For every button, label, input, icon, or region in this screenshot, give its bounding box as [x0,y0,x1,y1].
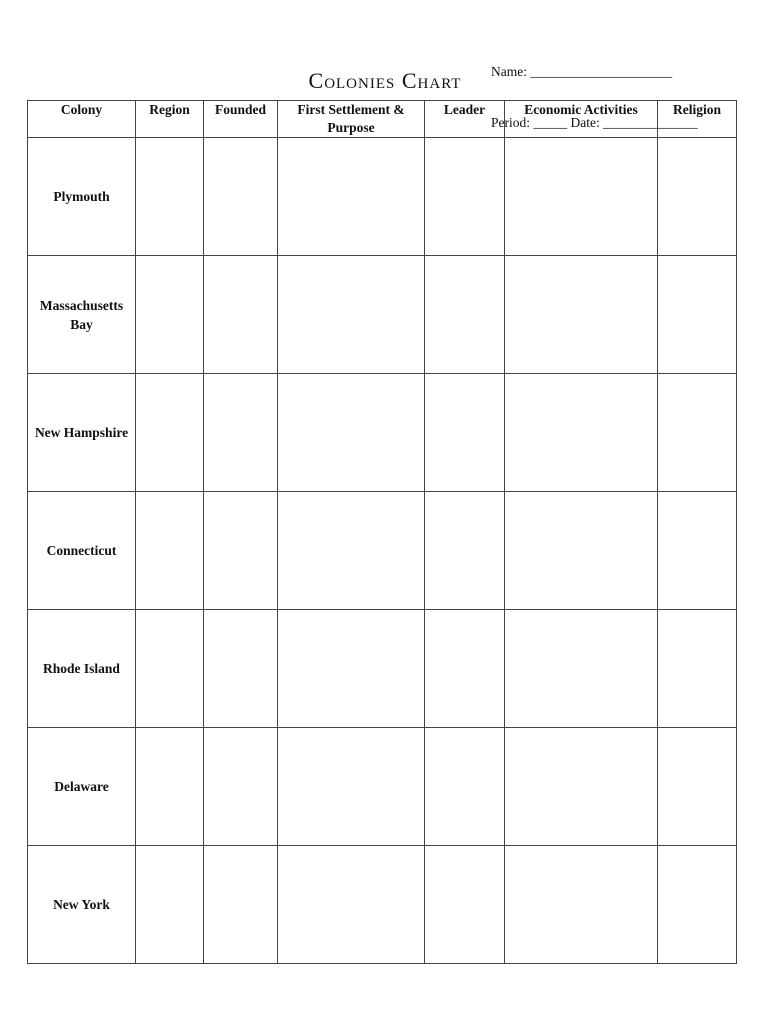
column-header-first-settlement: First Settlement & Purpose [278,101,425,138]
region-cell[interactable] [136,492,204,610]
colony-name-cell: Plymouth [28,138,136,256]
economic-activities-cell[interactable] [505,374,658,492]
leader-cell[interactable] [425,256,505,374]
name-field-line[interactable]: Name: _____________________ [491,64,673,79]
founded-cell[interactable] [204,492,278,610]
religion-cell[interactable] [658,492,737,610]
colony-name-cell: Connecticut [28,492,136,610]
column-header-leader: Leader [425,101,505,138]
economic-activities-cell[interactable] [505,610,658,728]
region-cell[interactable] [136,138,204,256]
first-settlement-cell[interactable] [278,610,425,728]
colony-name-cell: New York [28,846,136,964]
first-settlement-cell[interactable] [278,728,425,846]
column-header-religion: Religion [658,101,737,138]
leader-cell[interactable] [425,374,505,492]
religion-cell[interactable] [658,138,737,256]
table-row [28,610,737,728]
first-settlement-cell[interactable] [278,374,425,492]
first-settlement-cell[interactable] [278,256,425,374]
religion-cell[interactable] [658,610,737,728]
founded-cell[interactable] [204,846,278,964]
table-row [28,492,737,610]
founded-cell[interactable] [204,374,278,492]
founded-cell[interactable] [204,610,278,728]
region-cell[interactable] [136,256,204,374]
column-header-region: Region [136,101,204,138]
economic-activities-cell[interactable] [505,138,658,256]
founded-cell[interactable] [204,256,278,374]
table-row [28,138,737,256]
founded-cell[interactable] [204,728,278,846]
table-row [28,256,737,374]
first-settlement-cell[interactable] [278,138,425,256]
colony-name-cell: New Hampshire [28,374,136,492]
economic-activities-cell[interactable] [505,492,658,610]
column-header-founded: Founded [204,101,278,138]
colonies-table [27,100,737,964]
economic-activities-cell[interactable] [505,728,658,846]
table-row [28,374,737,492]
page-title: Colonies Chart [308,68,462,93]
region-cell[interactable] [136,846,204,964]
leader-cell[interactable] [425,492,505,610]
region-cell[interactable] [136,610,204,728]
column-header-colony: Colony [28,101,136,138]
leader-cell[interactable] [425,846,505,964]
religion-cell[interactable] [658,728,737,846]
religion-cell[interactable] [658,846,737,964]
table-row [28,728,737,846]
colony-name-cell: Delaware [28,728,136,846]
leader-cell[interactable] [425,610,505,728]
first-settlement-cell[interactable] [278,846,425,964]
colony-name-cell: Rhode Island [28,610,136,728]
religion-cell[interactable] [658,256,737,374]
colony-name-cell: Massachusetts Bay [28,256,136,374]
table-row [28,846,737,964]
economic-activities-cell[interactable] [505,846,658,964]
religion-cell[interactable] [658,374,737,492]
period-date-field-line[interactable]: Period: _____ Date: ______________ [491,115,698,130]
column-header-economic-activities: Economic Activities [505,101,658,138]
header-row [28,101,737,138]
region-cell[interactable] [136,374,204,492]
first-settlement-cell[interactable] [278,492,425,610]
economic-activities-cell[interactable] [505,256,658,374]
region-cell[interactable] [136,728,204,846]
leader-cell[interactable] [425,728,505,846]
leader-cell[interactable] [425,138,505,256]
founded-cell[interactable] [204,138,278,256]
